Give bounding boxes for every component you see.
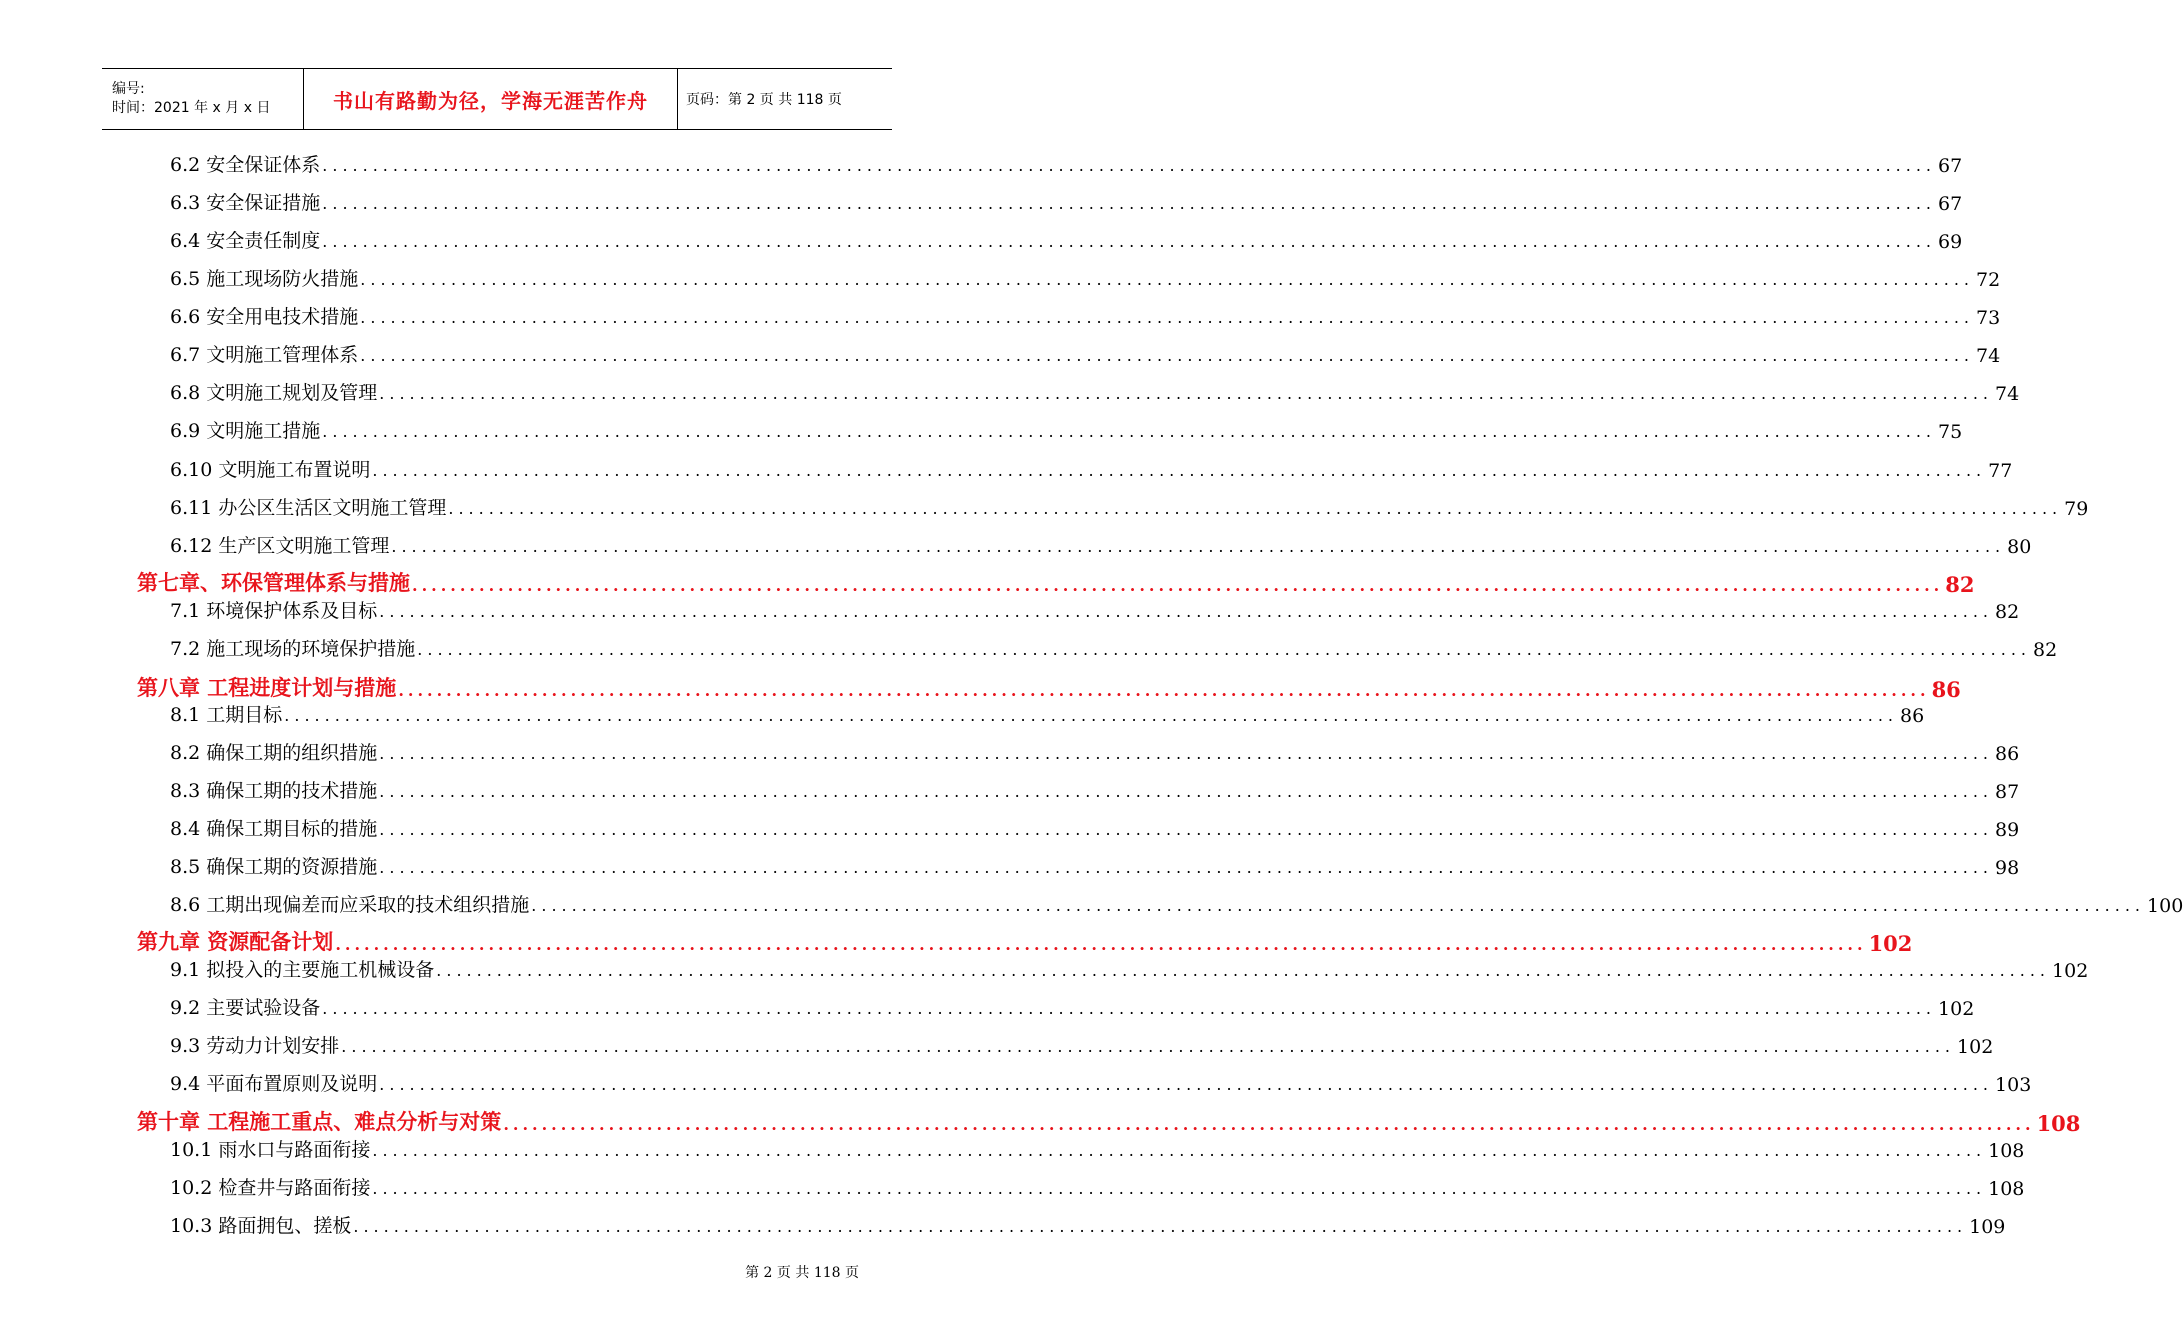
toc-leader-dots: ................................................................................................................................................................ <box>322 156 1937 175</box>
toc-page-number: 74 <box>1995 383 2020 405</box>
page-footer: 第 2 页 共 118 页 <box>745 1265 859 1281</box>
toc-page-number: 80 <box>2007 536 2032 558</box>
toc-chapter[interactable] <box>137 1109 2081 1136</box>
toc-entry-title: 10.1 雨水口与路面衔接 <box>170 1139 371 1161</box>
toc-entry[interactable] <box>170 893 2183 917</box>
toc-page-number: 79 <box>2064 498 2089 520</box>
toc-leader-dots: ................................................................................................................................................................ <box>436 961 2051 980</box>
toc-entry[interactable] <box>170 1176 2025 1200</box>
toc-page-number: 82 <box>1945 572 1975 597</box>
toc-leader-dots: ................................................................................................................................................................ <box>379 858 1994 877</box>
toc-leader-dots: ................................................................................................................................................................ <box>335 935 1867 954</box>
toc-leader-dots: ................................................................................................................................................................ <box>360 308 1975 327</box>
toc-entry[interactable] <box>170 958 2089 982</box>
toc-entry-title: 8.4 确保工期目标的措施 <box>170 818 378 840</box>
header-meta <box>102 69 304 129</box>
toc-chapter[interactable] <box>137 570 1975 597</box>
toc-page-number: 102 <box>1938 998 1975 1020</box>
toc-entry[interactable] <box>170 637 2058 661</box>
toc-leader-dots: ................................................................................................................................................................ <box>417 640 2032 659</box>
toc-page-number: 109 <box>1969 1216 2006 1238</box>
toc-leader-dots: ................................................................................................................................................................ <box>412 576 1944 595</box>
toc-leader-dots: ................................................................................................................................................................ <box>322 232 1937 251</box>
toc-page-number: 108 <box>1988 1178 2025 1200</box>
toc-page-number: 89 <box>1995 819 2020 841</box>
toc-entry[interactable] <box>170 496 2089 520</box>
toc-entry[interactable] <box>170 229 1963 253</box>
toc-leader-dots: ................................................................................................................................................................ <box>322 194 1937 213</box>
toc-page-number: 67 <box>1938 193 1963 215</box>
toc-page-number: 102 <box>1868 931 1913 956</box>
toc-leader-dots: ................................................................................................................................................................ <box>379 744 1994 763</box>
toc-page-number: 77 <box>1988 460 2013 482</box>
toc-leader-dots: ................................................................................................................................................................ <box>379 384 1994 403</box>
toc-entry-title: 9.4 平面布置原则及说明 <box>170 1073 378 1095</box>
toc-leader-dots: ................................................................................................................................................................ <box>360 346 1975 365</box>
toc-leader-dots: ................................................................................................................................................................ <box>353 1217 1968 1236</box>
toc-page-number: 82 <box>1995 601 2020 623</box>
toc-entry[interactable] <box>170 1072 2032 1096</box>
toc-chapter[interactable] <box>137 675 1961 702</box>
toc-entry-title: 6.9 文明施工措施 <box>170 420 321 442</box>
toc-entry[interactable] <box>170 191 1963 215</box>
toc-entry[interactable] <box>170 1034 1994 1058</box>
toc-leader-dots: ................................................................................................................................................................ <box>398 681 1930 700</box>
toc-leader-dots: ................................................................................................................................................................ <box>372 1179 1987 1198</box>
toc-entry[interactable] <box>170 267 2001 291</box>
toc-entry[interactable] <box>170 419 1963 443</box>
toc-entry-title: 8.6 工期出现偏差而应采取的技术组织措施 <box>170 894 530 916</box>
toc-entry[interactable] <box>170 343 2001 367</box>
toc-page-number: 67 <box>1938 155 1963 177</box>
toc-leader-dots: ................................................................................................................................................................ <box>531 896 2146 915</box>
toc-entry-title: 9.1 拟投入的主要施工机械设备 <box>170 959 435 981</box>
toc-entry-title: 第七章、环保管理体系与措施 <box>137 570 410 595</box>
toc-leader-dots: ................................................................................................................................................................ <box>360 270 1975 289</box>
toc-page-number: 102 <box>1957 1036 1994 1058</box>
header-motto: 书山有路勤为径，学海无涯苦作舟 <box>304 69 678 129</box>
toc-leader-dots: ................................................................................................................................................................ <box>379 602 1994 621</box>
toc-leader-dots: ................................................................................................................................................................ <box>372 461 1987 480</box>
toc-leader-dots: ................................................................................................................................................................ <box>448 499 2063 518</box>
toc-entry[interactable] <box>170 1214 2006 1238</box>
toc-entry-title: 8.3 确保工期的技术措施 <box>170 780 378 802</box>
toc-entry[interactable] <box>170 996 1975 1020</box>
toc-page-number: 87 <box>1995 781 2020 803</box>
toc-entry-title: 6.4 安全责任制度 <box>170 230 321 252</box>
toc-leader-dots: ................................................................................................................................................................ <box>391 537 2006 556</box>
toc-entry-title: 9.3 劳动力计划安排 <box>170 1035 340 1057</box>
toc-page-number: 108 <box>1988 1140 2025 1162</box>
toc-page-number: 82 <box>2033 639 2058 661</box>
toc-leader-dots: ................................................................................................................................................................ <box>379 820 1994 839</box>
toc-leader-dots: ................................................................................................................................................................ <box>372 1141 1987 1160</box>
toc-leader-dots: ................................................................................................................................................................ <box>379 1075 1994 1094</box>
toc-entry-title: 6.2 安全保证体系 <box>170 154 321 176</box>
toc-entry[interactable] <box>170 855 2020 879</box>
toc-page-number: 74 <box>1976 345 2001 367</box>
toc-leader-dots: ................................................................................................................................................................ <box>284 706 1899 725</box>
toc-entry-title: 6.10 文明施工布置说明 <box>170 459 371 481</box>
toc-page-number: 102 <box>2052 960 2089 982</box>
toc-page-number: 108 <box>2036 1111 2081 1136</box>
toc-leader-dots: ................................................................................................................................................................ <box>379 782 1994 801</box>
toc-page-number: 86 <box>1931 677 1961 702</box>
toc-page-number: 72 <box>1976 269 2001 291</box>
toc-entry[interactable] <box>170 599 2020 623</box>
toc-entry-title: 10.3 路面拥包、搓板 <box>170 1215 352 1237</box>
toc-entry[interactable] <box>170 741 2020 765</box>
time-label: 时间：2021 年 x 月 x 日 <box>112 100 271 116</box>
toc-entry-title: 8.5 确保工期的资源措施 <box>170 856 378 878</box>
toc-page-number: 75 <box>1938 421 1963 443</box>
toc-entry-title: 第八章 工程进度计划与措施 <box>137 675 397 700</box>
toc-entry[interactable] <box>170 153 1963 177</box>
toc-entry-title: 7.1 环境保护体系及目标 <box>170 600 378 622</box>
toc-entry-title: 8.1 工期目标 <box>170 704 283 726</box>
toc-chapter[interactable] <box>137 929 1913 956</box>
toc-page-number: 73 <box>1976 307 2001 329</box>
header-page-info: 页码：第 2 页 共 118 页 <box>686 92 842 108</box>
toc-page-number: 100 <box>2147 895 2183 917</box>
toc-entry[interactable] <box>170 381 2020 405</box>
toc-page-number: 103 <box>1995 1074 2032 1096</box>
serial-label: 编号: <box>112 81 145 97</box>
toc-leader-dots: ................................................................................................................................................................ <box>322 999 1937 1018</box>
toc-leader-dots: ................................................................................................................................................................ <box>503 1115 2035 1134</box>
toc-entry-title: 6.5 施工现场防火措施 <box>170 268 359 290</box>
toc-entry[interactable] <box>170 817 2020 841</box>
toc-entry-title: 9.2 主要试验设备 <box>170 997 321 1019</box>
toc-page-number: 86 <box>1995 743 2020 765</box>
toc-entry-title: 8.2 确保工期的组织措施 <box>170 742 378 764</box>
toc-leader-dots: ................................................................................................................................................................ <box>322 422 1937 441</box>
toc-entry[interactable] <box>170 703 1925 727</box>
toc-entry-title: 6.3 安全保证措施 <box>170 192 321 214</box>
toc-leader-dots: ................................................................................................................................................................ <box>341 1037 1956 1056</box>
toc-page-number: 86 <box>1900 705 1925 727</box>
toc-entry-title: 6.11 办公区生活区文明施工管理 <box>170 497 447 519</box>
toc-entry[interactable] <box>170 305 2001 329</box>
toc-page-number: 69 <box>1938 231 1963 253</box>
toc-entry-title: 7.2 施工现场的环境保护措施 <box>170 638 416 660</box>
toc-entry[interactable] <box>170 1138 2025 1162</box>
toc-entry[interactable] <box>170 779 2020 803</box>
page-header <box>102 68 892 130</box>
toc-entry-title: 6.8 文明施工规划及管理 <box>170 382 378 404</box>
toc-entry-title: 6.7 文明施工管理体系 <box>170 344 359 366</box>
toc-page-number: 98 <box>1995 857 2020 879</box>
toc-entry-title: 第十章 工程施工重点、难点分析与对策 <box>137 1109 502 1134</box>
toc-entry[interactable] <box>170 534 2032 558</box>
toc-entry-title: 6.12 生产区文明施工管理 <box>170 535 390 557</box>
toc-entry-title: 10.2 检查井与路面衔接 <box>170 1177 371 1199</box>
toc-entry-title: 第九章 资源配备计划 <box>137 929 334 954</box>
toc-entry[interactable] <box>170 458 2013 482</box>
toc-entry-title: 6.6 安全用电技术措施 <box>170 306 359 328</box>
